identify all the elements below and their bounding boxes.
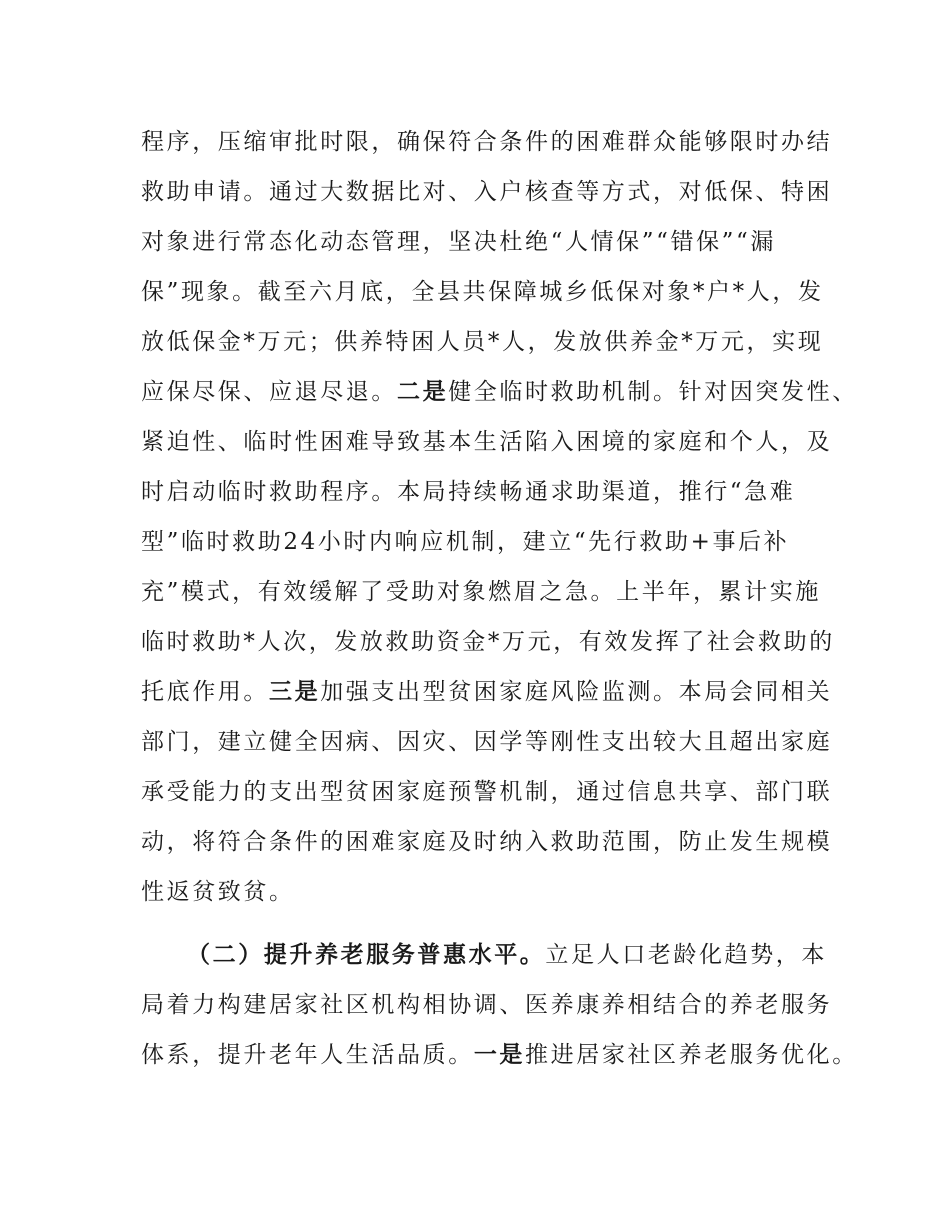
text-line: 动，将符合条件的困难家庭及时纳入救助范围，防止发生规模 [141,829,833,855]
bold-marker: 一是 [473,1042,526,1068]
text-line: 保”现象。截至六月底，全县共保障城乡低保对象*户*人，发 [141,279,824,305]
text-line: 紧迫性、临时性困难导致基本生活陷入困境的家庭和个人，及 [141,429,833,455]
text-line: 对象进行常态化动态管理，坚决杜绝“人情保”“错保”“漏 [141,229,776,255]
text-line: 局着力构建居家社区机构相协调、医养康养相结合的养老服务 [141,992,833,1018]
text-line [141,1035,858,1075]
text-line: 充”模式，有效缓解了受助对象燃眉之急。上半年，累计实施 [141,579,821,605]
text-line: 部门，建立健全因病、因灾、因学等刚性支出较大且超出家庭 [141,729,833,755]
text-run: 推进居家社区养老服务优化。 [525,1042,858,1068]
text-line [141,672,831,712]
text-line: 承受能力的支出型贫困家庭预警机制，通过信息共享、部门联 [141,779,833,805]
text-run: 体系，提升老年人生活品质。 [141,1042,474,1068]
text-line: 性返贫致贫。 [141,879,295,905]
bold-marker: 二是 [397,379,449,405]
section-heading-line [187,935,877,975]
text-run: 健全临时救助机制。针对因突发性、 [448,379,858,405]
text-line: 时启动临时救助程序。本局持续畅通求助渠道，推行“急难 [141,479,796,505]
text-line: 型”临时救助24小时内响应机制，建立“先行救助+事后补 [141,529,790,555]
bold-marker: 三是 [269,679,321,705]
text-line [141,372,858,412]
text-line: 程序，压缩审批时限，确保符合条件的困难群众能够限时办结 [141,129,833,155]
text-run: 加强支出型贫困家庭风险监测。本局会同相关 [320,679,833,705]
text-run: 托底作用。 [141,679,269,705]
section-heading: （二）提升养老服务普惠水平。 [187,942,546,968]
text-line: 临时救助*人次，发放救助资金*万元，有效发挥了社会救助的 [141,629,835,655]
text-line: 救助申请。通过大数据比对、入户核查等方式，对低保、特困 [141,179,833,205]
text-run: 应保尽保、应退尽退。 [141,379,397,405]
text-line: 放低保金*万元；供养特困人员*人，发放供养金*万元，实现 [141,329,824,355]
text-run: 立足人口老龄化趋势，本 [545,942,828,968]
